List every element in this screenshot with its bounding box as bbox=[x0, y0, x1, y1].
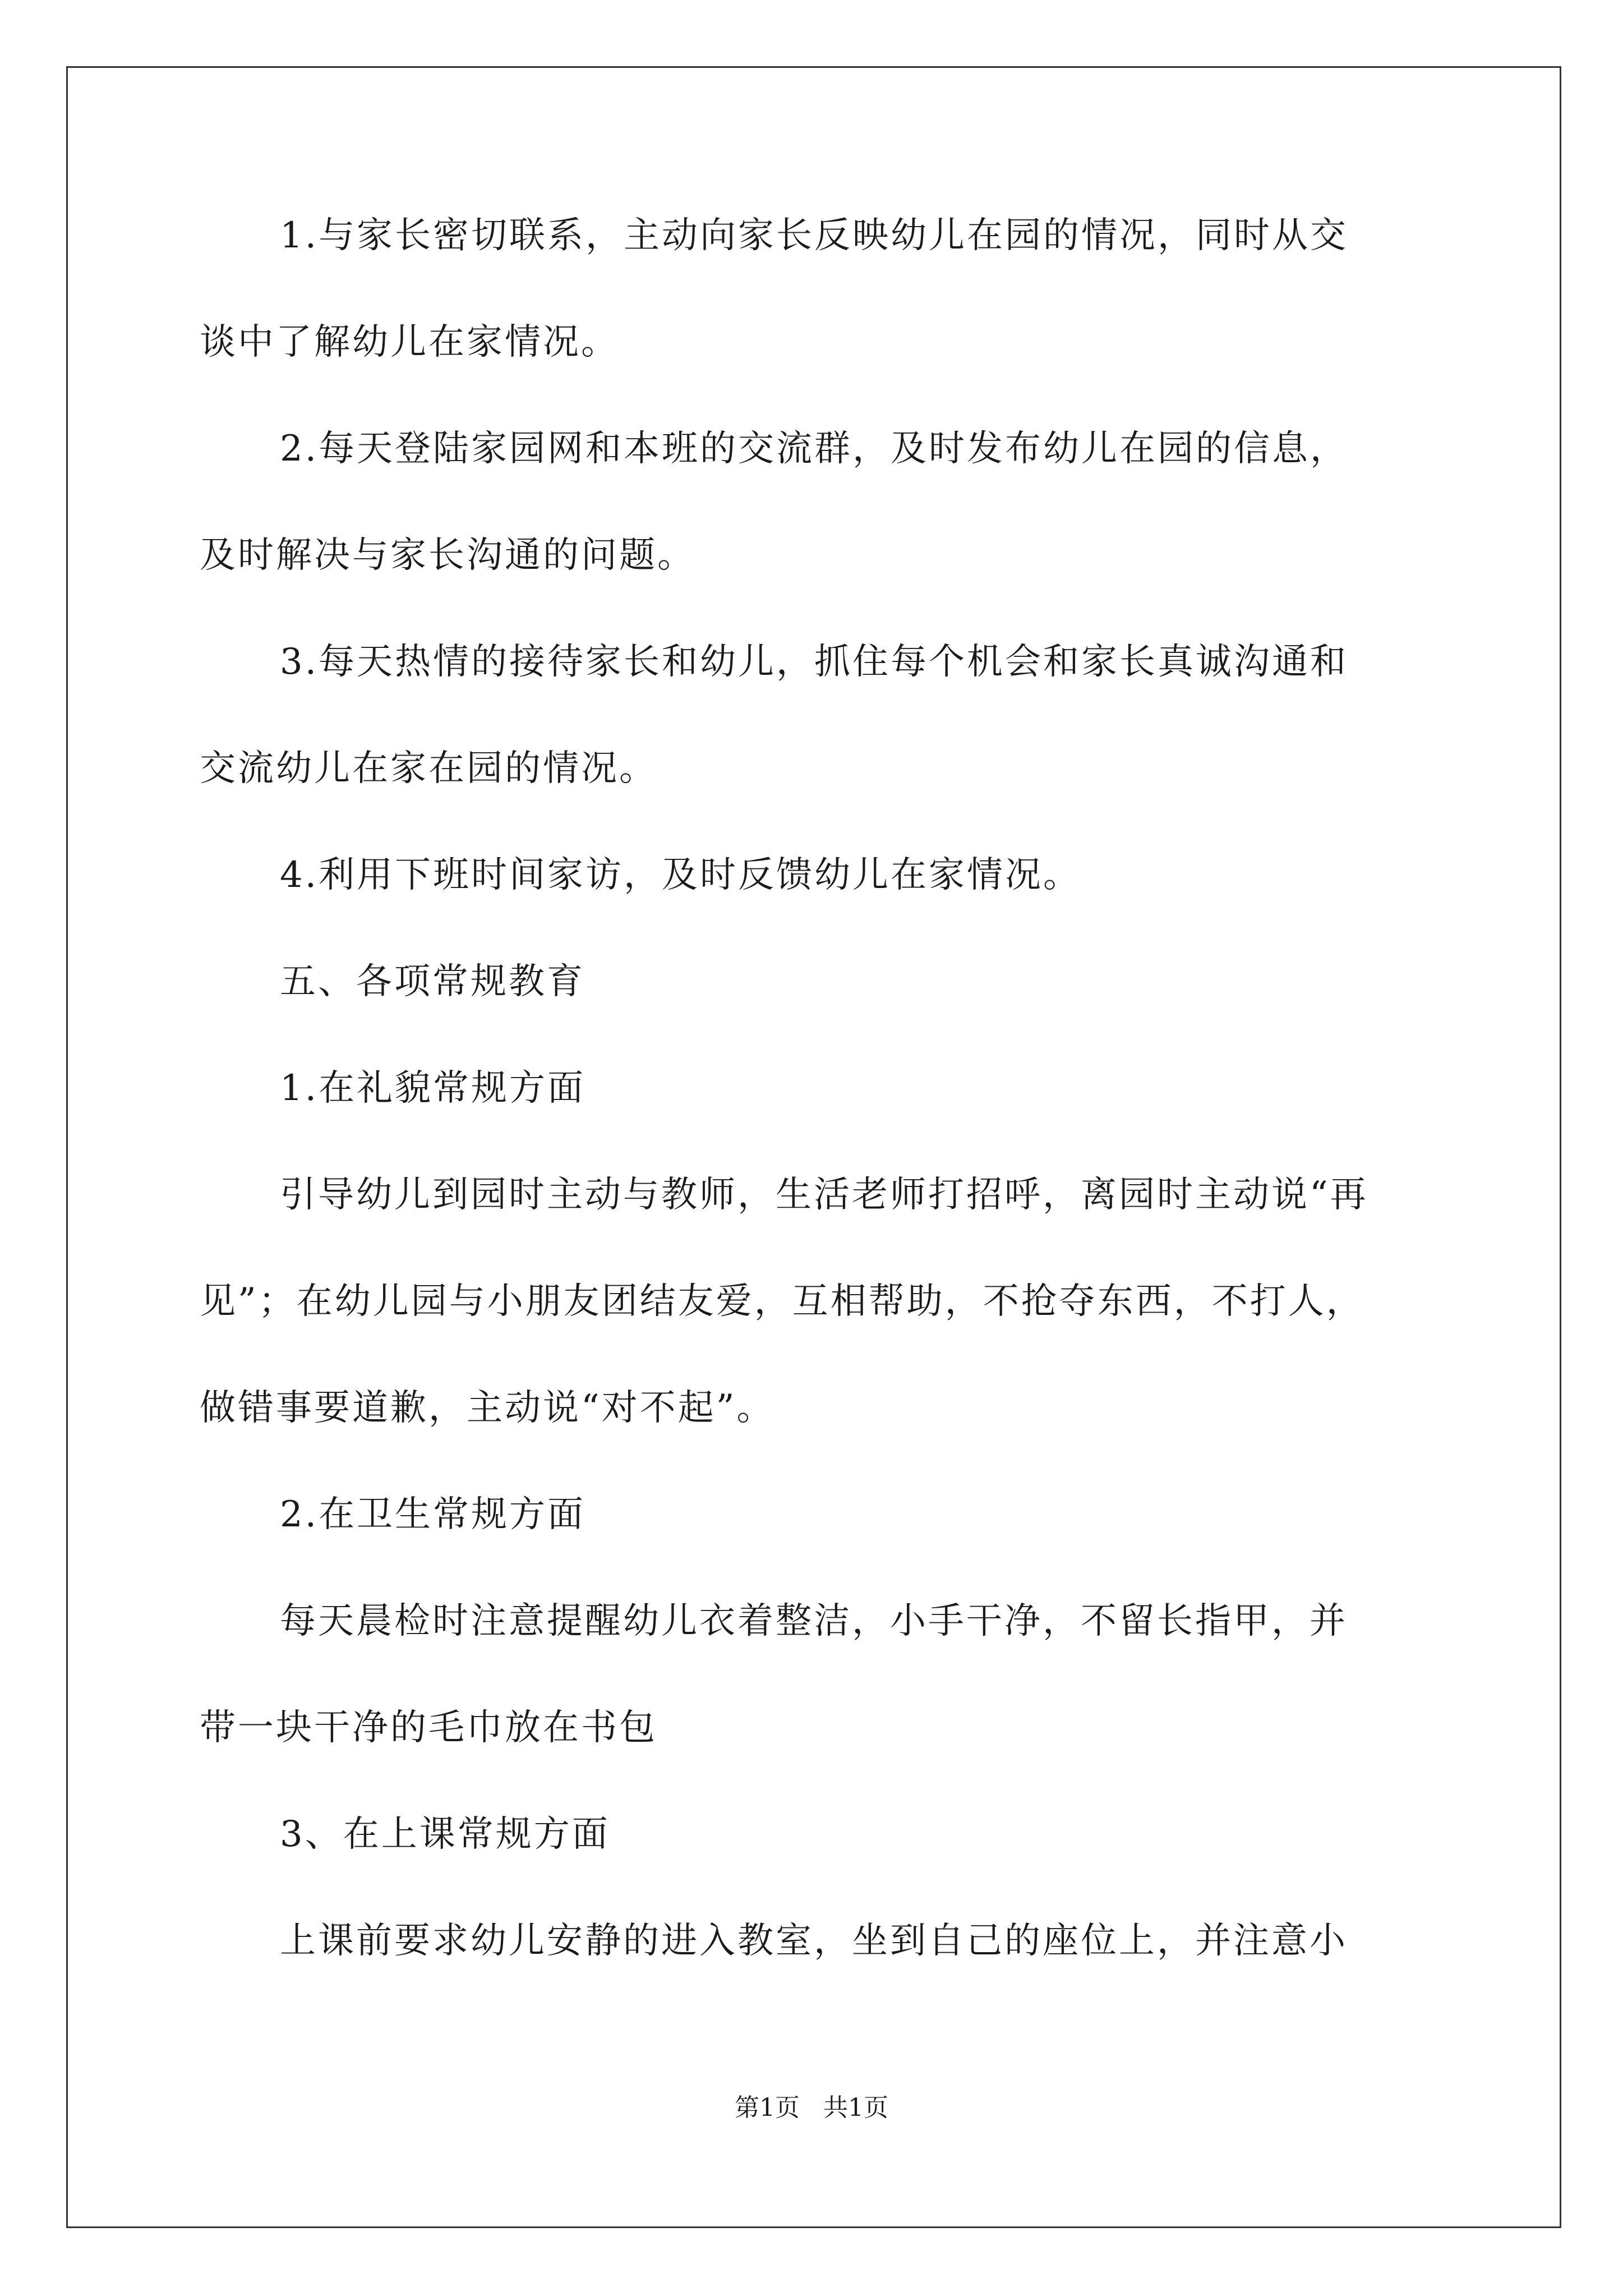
paragraph-line: 3.每天热情的接待家长和幼儿，抓住每个机会和家长真诚沟通和 bbox=[280, 641, 1349, 683]
paragraph-line: 带一块干净的毛巾放在书包 bbox=[200, 1707, 657, 1749]
paragraph-line: 上课前要求幼儿安静的进入教室，坐到自己的座位上，并注意小 bbox=[280, 1920, 1348, 1962]
paragraph-line: 引导幼儿到园时主动与教师，生活老师打招呼，离园时主动说“再 bbox=[280, 1174, 1368, 1216]
paragraph-line: 及时解决与家长沟通的问题。 bbox=[200, 535, 695, 576]
page-number: 第1页 bbox=[735, 2093, 800, 2122]
paragraph-line: 每天晨检时注意提醒幼儿衣着整洁，小手干净，不留长指甲，并 bbox=[280, 1600, 1348, 1642]
paragraph-line: 交流幼儿在家在园的情况。 bbox=[200, 748, 657, 789]
subsection-heading: 3、在上课常规方面 bbox=[280, 1814, 610, 1855]
paragraph-line: 2.每天登陆家园网和本班的交流群，及时发布幼儿在园的信息， bbox=[280, 428, 1349, 470]
subsection-heading: 1.在礼貌常规方面 bbox=[280, 1068, 586, 1109]
section-heading: 五、各项常规教育 bbox=[280, 961, 585, 1002]
paragraph-line: 做错事要道歉，主动说“对不起”。 bbox=[200, 1387, 775, 1429]
page-count: 共1页 bbox=[823, 2093, 888, 2122]
page-footer bbox=[0, 2092, 1623, 2124]
subsection-heading: 2.在卫生常规方面 bbox=[280, 1494, 586, 1535]
paragraph-line: 4.利用下班时间家访，及时反馈幼儿在家情况。 bbox=[280, 854, 1082, 896]
paragraph-line: 谈中了解幼儿在家情况。 bbox=[200, 321, 619, 363]
paragraph-line: 见”；在幼儿园与小朋友团结友爱，互相帮助，不抢夺东西，不打人， bbox=[200, 1281, 1364, 1322]
page-frame bbox=[66, 66, 1561, 2228]
paragraph-line: 1.与家长密切联系，主动向家长反映幼儿在园的情况，同时从交 bbox=[280, 215, 1349, 256]
